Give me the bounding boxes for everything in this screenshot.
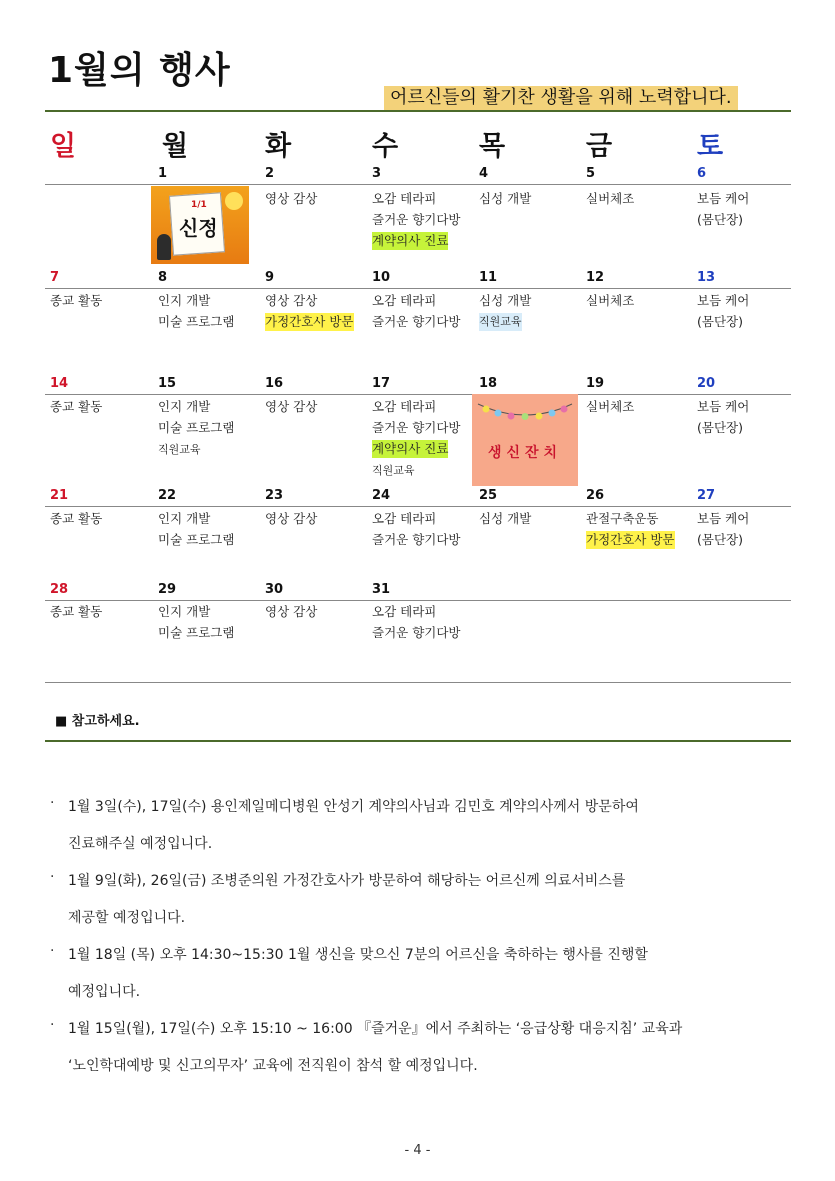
calendar-event: 종교 활동 xyxy=(50,293,103,308)
calendar-event: 가정간호사 방문 xyxy=(586,532,675,547)
bullet-icon: · xyxy=(50,1017,55,1033)
notes-divider xyxy=(45,740,791,742)
week-divider xyxy=(45,394,791,395)
calendar-event: 실버체조 xyxy=(586,191,635,206)
weekday-header: 토 xyxy=(697,131,724,162)
calendar-event: 즐거운 향기다방 xyxy=(372,420,461,435)
calendar-event: 미술 프로그램 xyxy=(158,625,235,640)
calendar-event: 직원교육 xyxy=(158,443,201,456)
date-number: 18 xyxy=(479,376,498,391)
calendar-event: 종교 활동 xyxy=(50,604,103,619)
birthday-party-image xyxy=(472,394,578,486)
date-number: 17 xyxy=(372,376,391,391)
calendar-event: 관절구축운동 xyxy=(586,511,659,526)
calendar-event: 미술 프로그램 xyxy=(158,314,235,329)
week-divider xyxy=(45,600,791,601)
date-number: 25 xyxy=(479,488,498,503)
date-number: 12 xyxy=(586,270,605,285)
date-number: 9 xyxy=(265,270,275,285)
note-line: 1월 9일(화), 26일(금) 조병준의원 가정간호사가 방문하여 해당하는 어르신께 의료서비스를 xyxy=(68,873,626,889)
calendar-event: 종교 활동 xyxy=(50,399,103,414)
calendar-event: 보듬 케어 xyxy=(697,511,750,526)
note-line: 1월 18일 (목) 오후 14:30~15:30 1월 생신을 맞으신 7분의 어르신을 축하하는 행사를 진행할 xyxy=(68,947,648,963)
bullet-icon: · xyxy=(50,795,55,811)
date-number: 6 xyxy=(697,166,707,181)
calendar-event: 계약의사 진료 xyxy=(372,441,449,456)
calendar-event: 즐거운 향기다방 xyxy=(372,532,461,547)
note-line: 예정입니다. xyxy=(68,984,141,1000)
weekday-header: 일 xyxy=(50,131,77,162)
calendar-event: 오감 테라피 xyxy=(372,511,437,526)
weekday-header: 화 xyxy=(265,131,292,162)
date-number: 3 xyxy=(372,166,382,181)
calendar-event: (몸단장) xyxy=(697,314,743,329)
calendar-event: 가정간호사 방문 xyxy=(265,314,354,329)
date-number: 15 xyxy=(158,376,177,391)
date-number: 22 xyxy=(158,488,177,503)
weekday-header: 월 xyxy=(162,131,189,162)
page-title: 1월의 행사 xyxy=(48,50,231,91)
calendar-event: 실버체조 xyxy=(586,293,635,308)
page-subtitle: 어르신들의 활기찬 생활을 위해 노력합니다. xyxy=(384,86,738,110)
note-line: 1월 3일(수), 17일(수) 용인제일메디병원 안성기 계약의사님과 김민호 계약의사께서 방문하여 xyxy=(68,799,639,815)
bullet-icon: · xyxy=(50,869,55,885)
new-year-image xyxy=(151,186,249,264)
calendar-event: (몸단장) xyxy=(697,420,743,435)
date-number: 27 xyxy=(697,488,716,503)
date-number: 21 xyxy=(50,488,69,503)
bullet-icon: · xyxy=(50,943,55,959)
calendar-event: 오감 테라피 xyxy=(372,293,437,308)
date-number: 19 xyxy=(586,376,605,391)
date-number: 10 xyxy=(372,270,391,285)
calendar-event: 영상 감상 xyxy=(265,604,318,619)
calendar-event: 보듬 케어 xyxy=(697,399,750,414)
note-line: 제공할 예정입니다. xyxy=(68,910,186,926)
calendar-event: (몸단장) xyxy=(697,212,743,227)
date-number: 16 xyxy=(265,376,284,391)
page-number: - 4 - xyxy=(404,1143,431,1158)
calendar-event: 보듬 케어 xyxy=(697,293,750,308)
date-number: 20 xyxy=(697,376,716,391)
notes-heading: ■ 참고하세요. xyxy=(55,714,140,729)
date-number: 24 xyxy=(372,488,391,503)
date-number: 4 xyxy=(479,166,489,181)
weekday-header: 목 xyxy=(479,131,506,162)
calendar-event: 미술 프로그램 xyxy=(158,532,235,547)
date-number: 23 xyxy=(265,488,284,503)
person-icon xyxy=(157,234,171,260)
calendar-event: 심성 개발 xyxy=(479,511,532,526)
calendar-event: 직원교육 xyxy=(372,464,415,477)
weekday-header: 수 xyxy=(372,131,399,162)
weekday-header: 금 xyxy=(586,131,613,162)
sun-icon xyxy=(225,192,243,210)
week-divider xyxy=(45,184,791,185)
new-year-label: 신정 xyxy=(179,216,218,240)
calendar-event: 미술 프로그램 xyxy=(158,420,235,435)
calendar-event: 보듬 케어 xyxy=(697,191,750,206)
date-number: 26 xyxy=(586,488,605,503)
calendar-event: 계약의사 진료 xyxy=(372,233,449,248)
note-line: 1월 15일(월), 17일(수) 오후 15:10 ~ 16:00 『즐거운』에서 주최하는 ‘응급상황 대응지침’ 교육과 xyxy=(68,1021,683,1037)
new-year-date-label: 1/1 xyxy=(191,200,207,210)
calendar-event: 오감 테라피 xyxy=(372,191,437,206)
calendar-event: 오감 테라피 xyxy=(372,399,437,414)
date-number: 1 xyxy=(158,166,168,181)
calendar-event: 심성 개발 xyxy=(479,293,532,308)
date-number: 31 xyxy=(372,582,391,597)
calendar-event: 영상 감상 xyxy=(265,399,318,414)
calendar-event: 실버체조 xyxy=(586,399,635,414)
date-number: 13 xyxy=(697,270,716,285)
calendar-event: 인지 개발 xyxy=(158,511,211,526)
calendar-event: 인지 개발 xyxy=(158,293,211,308)
bunting-icon xyxy=(476,400,574,430)
calendar-event: 직원교육 xyxy=(479,313,522,331)
date-number: 5 xyxy=(586,166,596,181)
calendar-event: 인지 개발 xyxy=(158,604,211,619)
date-number: 7 xyxy=(50,270,60,285)
calendar-event: 인지 개발 xyxy=(158,399,211,414)
date-number: 29 xyxy=(158,582,177,597)
calendar-event: 즐거운 향기다방 xyxy=(372,212,461,227)
date-number: 28 xyxy=(50,582,69,597)
date-number: 8 xyxy=(158,270,168,285)
note-line: 진료해주실 예정입니다. xyxy=(68,836,213,852)
calendar-event: 영상 감상 xyxy=(265,293,318,308)
date-number: 14 xyxy=(50,376,69,391)
calendar-event: 심성 개발 xyxy=(479,191,532,206)
calendar-event: 종교 활동 xyxy=(50,511,103,526)
calendar-event: 영상 감상 xyxy=(265,191,318,206)
calendar-event: 즐거운 향기다방 xyxy=(372,314,461,329)
birthday-party-label: 생신잔치 xyxy=(487,445,563,461)
note-line: ‘노인학대예방 및 신고의무자’ 교육에 전직원이 참석 할 예정입니다. xyxy=(68,1058,478,1074)
date-number: 2 xyxy=(265,166,275,181)
week-divider xyxy=(45,506,791,507)
calendar-bottom-rule xyxy=(45,682,791,683)
calendar-event: (몸단장) xyxy=(697,532,743,547)
week-divider xyxy=(45,288,791,289)
title-divider xyxy=(45,110,791,112)
calendar-event: 즐거운 향기다방 xyxy=(372,625,461,640)
calendar-event: 오감 테라피 xyxy=(372,604,437,619)
calendar-event: 영상 감상 xyxy=(265,511,318,526)
date-number: 11 xyxy=(479,270,498,285)
date-number: 30 xyxy=(265,582,284,597)
